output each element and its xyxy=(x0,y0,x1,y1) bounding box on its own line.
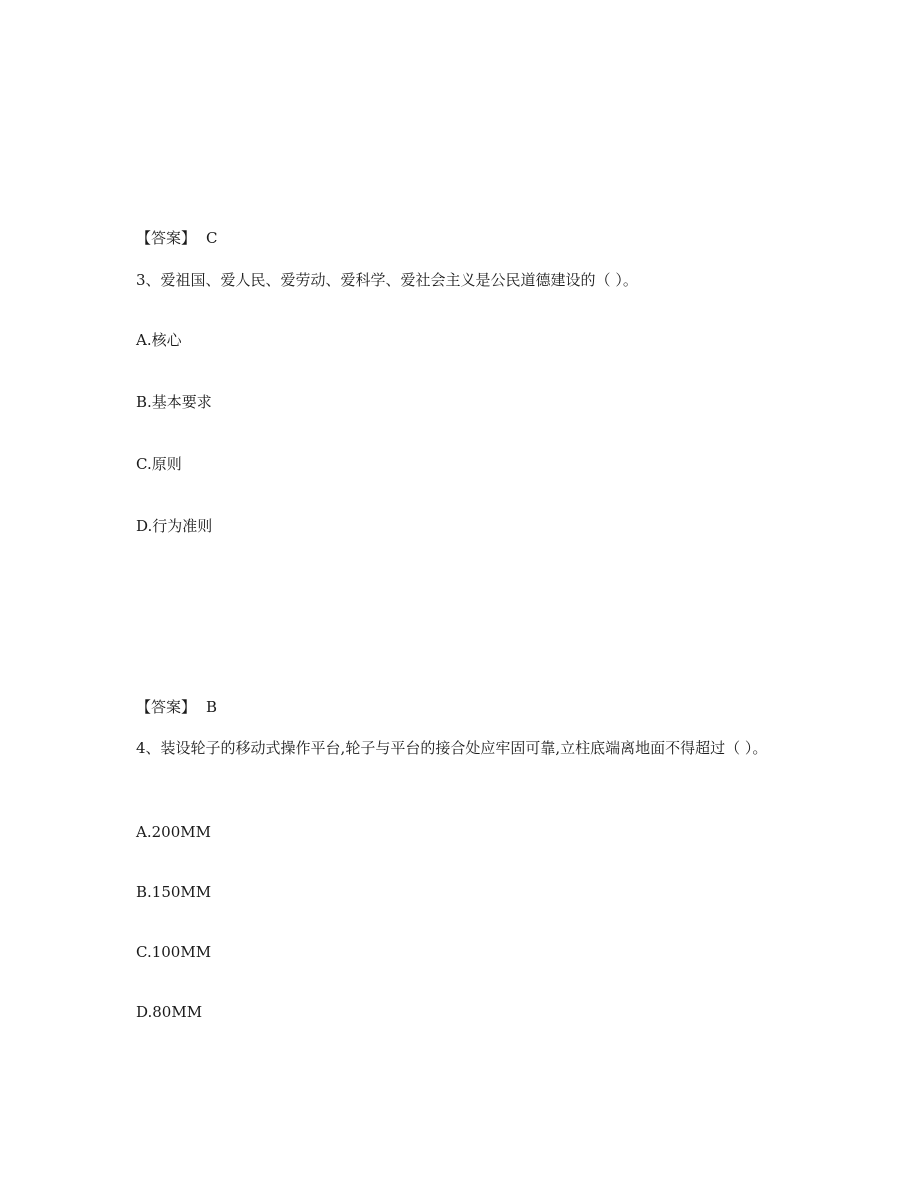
option-c: C.100MM xyxy=(136,943,212,961)
question-4: 4、装设轮子的移动式操作平台,轮子与平台的接合处应牢固可靠,立柱底端离地面不得超过（ ）。 xyxy=(136,739,768,757)
option-d: D.80MM xyxy=(136,1003,203,1021)
answer-value: B xyxy=(206,698,218,716)
option-c: C.原则 xyxy=(136,455,182,473)
answer-line-1 xyxy=(136,226,218,250)
answer-label: 【答案】 xyxy=(136,698,197,716)
answer-label: 【答案】 xyxy=(136,229,197,247)
question-3: 3、爱祖国、爱人民、爱劳动、爱科学、爱社会主义是公民道德建设的（ ）。 xyxy=(136,271,638,289)
answer-value: C xyxy=(206,229,218,247)
answer-line-2 xyxy=(136,695,217,719)
option-d: D.行为准则 xyxy=(136,517,213,535)
option-a: A.核心 xyxy=(136,331,182,349)
option-b: B.150MM xyxy=(136,883,212,901)
option-a: A.200MM xyxy=(136,823,211,841)
option-b: B.基本要求 xyxy=(136,393,212,411)
